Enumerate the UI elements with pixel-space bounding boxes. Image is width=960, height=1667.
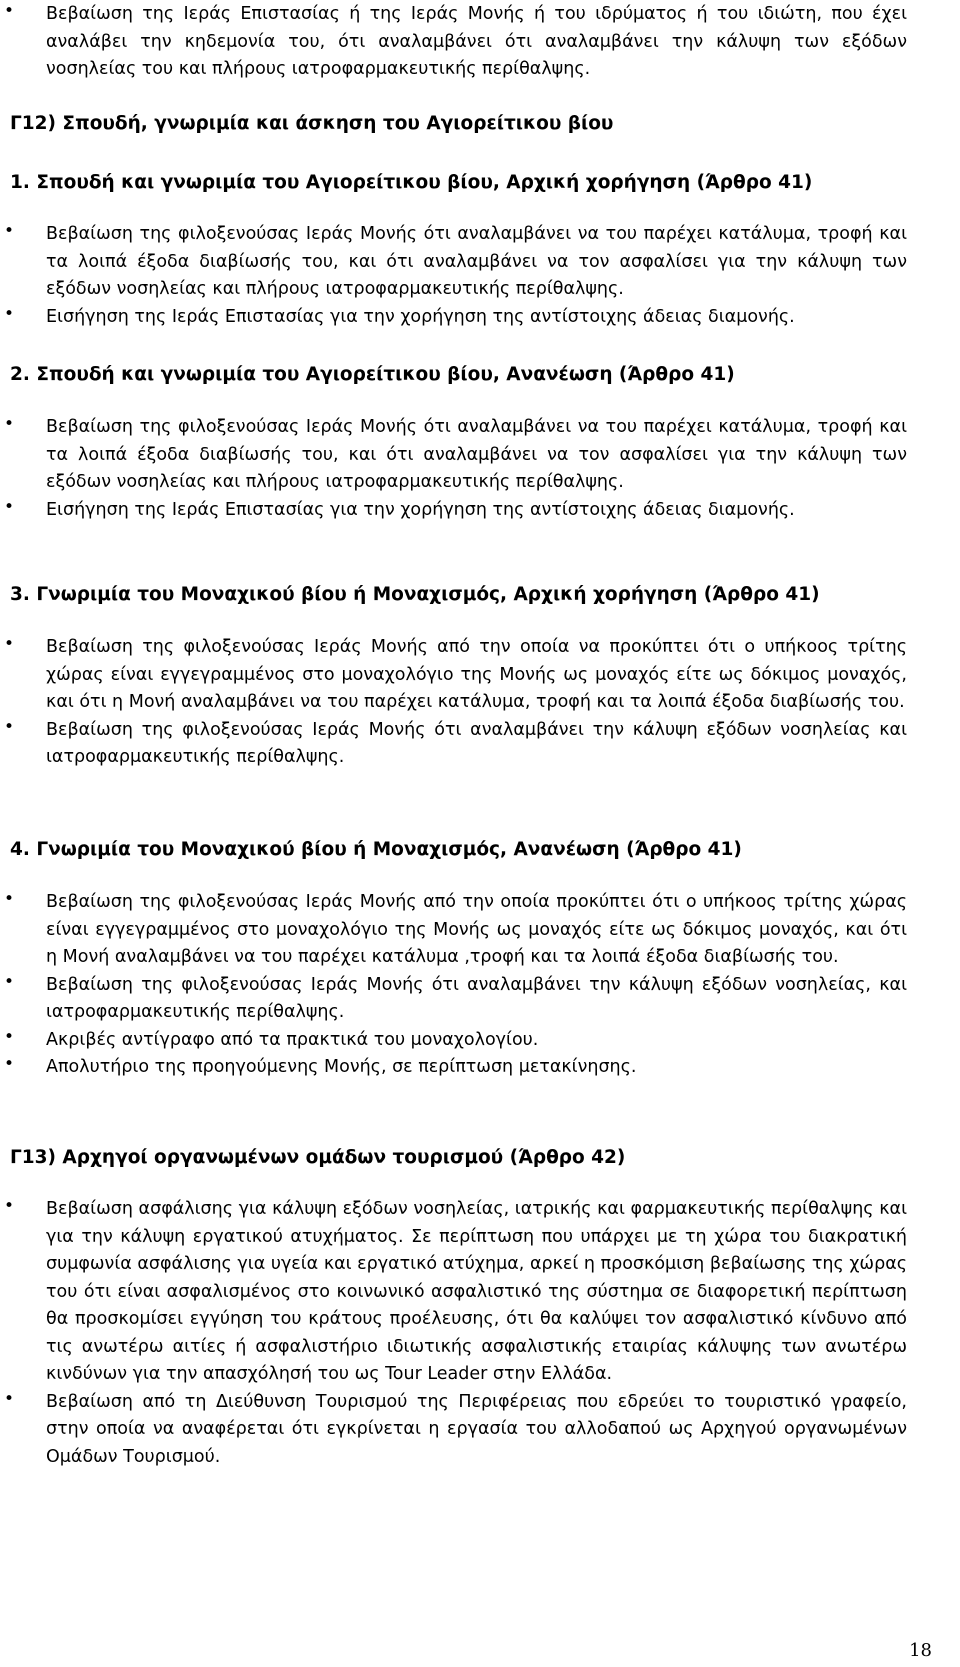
section-1 bbox=[0, 169, 960, 197]
list-item bbox=[0, 497, 907, 525]
list-item bbox=[0, 1, 907, 84]
bullet-icon: • bbox=[4, 414, 15, 434]
list-item-text: Απολυτήριο της προηγούμενης Μονής, σε περίπτωση μετακίνησης. bbox=[46, 1057, 637, 1077]
list-item bbox=[0, 1027, 907, 1055]
list-item-text: Εισήγηση της Ιεράς Επιστασίας για την χορήγηση της αντίστοιχης άδειας διαμονής. bbox=[46, 306, 795, 327]
section-heading-3: 3. Γνωριμία του Μοναχικού βίου ή Μοναχισμός, Αρχική χορήγηση (Άρθρο 41) bbox=[10, 584, 820, 605]
bullet-icon: • bbox=[4, 221, 15, 241]
section-g13-list bbox=[0, 1196, 960, 1471]
list-item-text: Βεβαίωση της φιλοξενούσας Ιεράς Μονής ότι αναλαμβάνει την κάλυψη εξόδων νοσηλείας και ιατροφαρμακευτικής περίθαλψης. bbox=[46, 719, 907, 767]
section-g13 bbox=[0, 1144, 960, 1172]
list-item-text: Βεβαίωση της φιλοξενούσας Ιεράς Μονής από την οποία προκύπτει ότι ο υπήκοος τρίτης χώρας είναι εγγεγραμμένος στο μοναχολόγιο της Μονής ως μοναχός είτε ως δόκιμος μοναχός, και ότι η Μονή αναλαμβάνει να του παρέχει κατάλυμα ,τροφή και τα λοιπά έξοδα διαβίωσής του. bbox=[46, 892, 907, 967]
list-item-text: Βεβαίωση της φιλοξενούσας Ιεράς Μονής από την οποία να προκύπτει ότι ο υπήκοος τρίτης χώρας είναι εγγεγραμμένος στο μοναχολόγιο της Μονής ως μοναχός είτε ως δόκιμος μοναχός, και ότι η Μονή αναλαμβάνει να του παρέχει κατάλυμα, τροφή και τα λοιπά έξοδα διαβίωσής του. bbox=[46, 637, 907, 712]
page-number: 18 bbox=[909, 1640, 932, 1661]
list-item bbox=[0, 717, 907, 772]
bullet-icon: • bbox=[4, 1, 15, 21]
section-heading-g12: Γ12) Σπουδή, γνωριμία και άσκηση του Αγιορείτικου βίου bbox=[10, 113, 614, 134]
bullet-icon: • bbox=[4, 634, 15, 654]
list-item bbox=[0, 1196, 907, 1389]
bullet-icon: • bbox=[4, 716, 15, 737]
section-2-list bbox=[0, 414, 960, 524]
section-heading-4: 4. Γνωριμία του Μοναχικού βίου ή Μοναχισμός, Ανανέωση (Άρθρο 41) bbox=[10, 839, 742, 860]
section-heading-2: 2. Σπουδή και γνωριμία του Αγιορείτικου βίου, Ανανέωση (Άρθρο 41) bbox=[10, 364, 735, 385]
section-3-list bbox=[0, 634, 960, 772]
list-item bbox=[0, 414, 907, 497]
bullet-icon: • bbox=[4, 303, 15, 324]
section-4 bbox=[0, 836, 960, 864]
list-item bbox=[0, 1054, 907, 1082]
section-g12 bbox=[0, 110, 960, 138]
list-item bbox=[0, 221, 907, 304]
list-item-text: Βεβαίωση ασφάλισης για κάλυψη εξόδων νοσηλείας, ιατρικής και φαρμακευτικής περίθαλψης και για την κάλυψη εργατικού ατυχήματος. Σε περίπτωση που υπάρχει με τη χώρα του διακρατική συμφωνία ασφάλισης για υγεία και εργατικό ατύχημα, αρκεί η προσκόμιση βεβαίωσης της χώρας του ότι είναι ασφαλισμένος στο κοινωνικό ασφαλιστικό της σύστημα σε διαφορετική περίπτωση θα προσκομίσει εγγύηση του κράτους προέλευσης, ότι θα καλύψει τον ασφαλιστικό κίνδυνο από τις ανωτέρω αιτίες ή ασφαλιστήριο ιδιωτικής ασφαλιστικής εταιρίας κάλυψης των ανωτέρω κινδύνων για την απασχόλησή του ως Tour Leader στην Ελλάδα. bbox=[46, 1199, 907, 1384]
section-2 bbox=[0, 361, 960, 389]
bullet-icon: • bbox=[4, 1388, 15, 1409]
intro-text: Βεβαίωση της Ιεράς Επιστασίας ή της Ιεράς Μονής ή του ιδρύματος ή του ιδιώτη, που έχει αναλάβει την κηδεμονία του, ότι αναλαμβάνει ότι αναλαμβάνει την κάλυψη των εξόδων νοσηλείας του και πλήρους ιατροφαρμακευτικής περίθαλψης. bbox=[46, 4, 907, 79]
list-item-text: Βεβαίωση της φιλοξενούσας Ιεράς Μονής ότι αναλαμβάνει να του παρέχει κατάλυμα, τροφή και τα λοιπά έξοδα διαβίωσής του, και ότι αναλαμβάνει να τον ασφαλίσει για την κάλυψη των εξόδων νοσηλείας και πλήρους ιατροφαρμακευτικής περίθαλψης. bbox=[46, 417, 907, 492]
intro-list bbox=[0, 1, 960, 84]
list-item bbox=[0, 889, 907, 972]
section-4-list bbox=[0, 889, 960, 1082]
bullet-icon: • bbox=[4, 1054, 15, 1074]
bullet-icon: • bbox=[4, 1026, 15, 1047]
bullet-icon: • bbox=[4, 496, 15, 517]
list-item bbox=[0, 972, 907, 1027]
list-item-text: Βεβαίωση της φιλοξενούσας Ιεράς Μονής ότι αναλαμβάνει να του παρέχει κατάλυμα, τροφή και τα λοιπά έξοδα διαβίωσής του, και ότι αναλαμβάνει να τον ασφαλίσει για την κάλυψη των εξόδων νοσηλείας και πλήρους ιατροφαρμακευτικής περίθαλψης. bbox=[46, 224, 907, 299]
bullet-icon: • bbox=[4, 971, 15, 992]
list-item-text: Βεβαίωση από τη Διεύθυνση Τουρισμού της Περιφέρειας που εδρεύει το τουριστικό γραφείο, στην οποία να αναφέρεται ότι εγκρίνεται η εργασία του αλλοδαπού ως Αρχηγού οργανωμένων Ομάδων Τουρισμού. bbox=[46, 1391, 907, 1467]
list-item-text: Βεβαίωση της φιλοξενούσας Ιεράς Μονής ότι αναλαμβάνει την κάλυψη εξόδων νοσηλείας, και ιατροφαρμακευτικής περίθαλψης. bbox=[46, 974, 907, 1022]
bullet-icon: • bbox=[4, 1196, 15, 1216]
list-item bbox=[0, 634, 907, 717]
list-item-text: Εισήγηση της Ιεράς Επιστασίας για την χορήγηση της αντίστοιχης άδειας διαμονής. bbox=[46, 499, 795, 520]
section-1-list bbox=[0, 221, 960, 331]
list-item bbox=[0, 304, 907, 332]
section-heading-g13: Γ13) Αρχηγοί οργανωμένων ομάδων τουρισμού (Άρθρο 42) bbox=[10, 1147, 626, 1168]
bullet-icon: • bbox=[4, 889, 15, 909]
section-3 bbox=[0, 581, 960, 609]
list-item bbox=[0, 1389, 907, 1472]
section-heading-1: 1. Σπουδή και γνωριμία του Αγιορείτικου βίου, Αρχική χορήγηση (Άρθρο 41) bbox=[10, 172, 813, 193]
list-item-text: Ακριβές αντίγραφο από τα πρακτικά του μοναχολογίου. bbox=[46, 1029, 539, 1050]
